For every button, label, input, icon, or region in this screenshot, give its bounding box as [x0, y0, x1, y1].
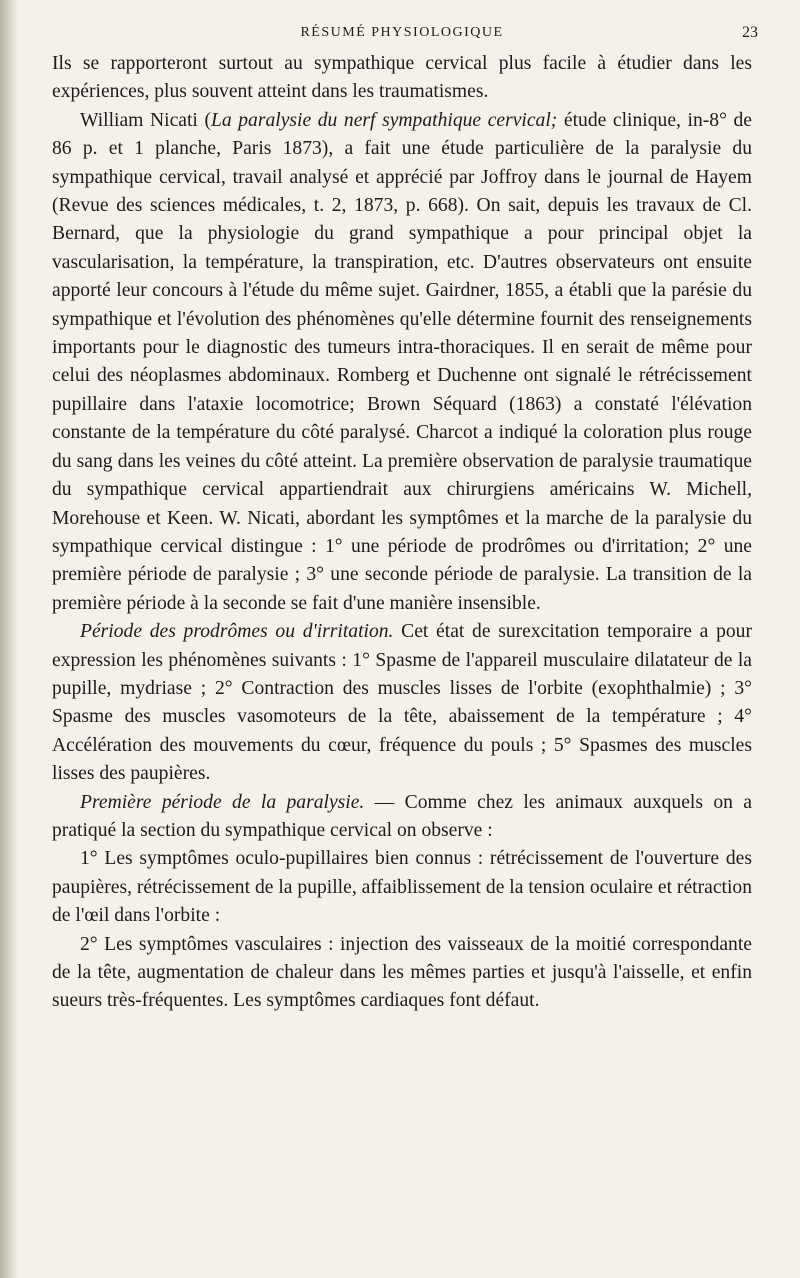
paragraph-lead: William Nicati ( — [80, 109, 211, 131]
book-title-italic: La paralysie du nerf sympathique cervical; — [210, 109, 558, 131]
paragraph — [52, 50, 752, 107]
paragraph-text: 1° Les symptômes oculo-pupillaires bien connus : rétrécissement de l'ouverture des paupières, rétrécissement de la pupille, affaiblissement de la tension oculaire et rétraction de l'œil dans l'orbite : — [52, 848, 752, 927]
paragraph-text: Cet état de surexcitation temporaire a pour expression les phénomènes suivants : 1° Spasme de l'appareil musculaire dilatateur de la pupille, mydriase ; 2° Contraction des muscles lisses de l'orbite (exophthalmie) ; 3° Spasme des muscles vasomoteurs de la tête, abaissement de la température ; 4° Accélération des mouvements du cœur, fréquence du pouls ; 5° Spasmes des muscles lisses des paupières. — [52, 621, 752, 785]
section-heading-italic: Période des prodrômes ou d'irritation. — [80, 621, 394, 643]
book-page — [52, 18, 758, 1016]
page-number: 23 — [742, 24, 758, 41]
section-heading-italic: Première période de la paralysie. — [80, 791, 365, 813]
book-binding-edge — [0, 0, 18, 1278]
paragraph — [52, 931, 752, 1016]
paragraph-text: étude clinique, in-8° de 86 p. et 1 planche, Paris 1873), a fait une étude particulière de la paralysie du sympathique cervical, travail analysé et apprécié par Joffroy dans le journal de Hayem (Revue des sciences médicales, t. 2, 1873, p. 668). On sait, depuis les travaux de Cl. Bernard, que la physiologie du grand sympathique a pour principal objet la vascularisation, la température, la transpiration, etc. D'autres observateurs ont ensuite apporté leur concours à l'étude du même sujet. Gairdner, 1855, a établi que la parésie du sympathique et l'évolution des phénomènes qu'elle détermine fournit des renseignements importants pour le diagnostic des tumeurs intra-thoraciques. Il en serait de même pour celui des néoplasmes abdominaux. Romberg et Duchenne ont signalé le rétrécissement pupillaire dans l'ataxie locomotrice; Brown Séquard (1863) a constaté l'élévation constante de la température du côté paralysé. Charcot a indiqué la coloration plus rouge du sang dans les veines du côté atteint. La première observation de paralysie traumatique du sympathique cervical appartiendrait aux chirurgiens américains W. Michell, Morehouse et Keen. W. Nicati, abordant les symptômes et la marche de la paralysie du sympathique cervical distingue : 1° une période de prodrômes ou d'irritation; 2° une première période de paralysie ; 3° une seconde période de paralysie. La transition de la première période à la seconde se fait d'une manière insensible. — [52, 109, 752, 614]
paragraph — [52, 789, 752, 846]
paragraph — [52, 618, 752, 788]
paragraph — [52, 107, 752, 618]
paragraph-text: Ils se rapporteront surtout au sympathique cervical plus facile à étudier dans les expériences, plus souvent atteint dans les traumatismes. — [52, 53, 752, 103]
paragraph-text: — Comme chez les animaux auxquels on a pratiqué la section du sympathique cervical on observe : — [52, 791, 753, 841]
page-header — [52, 18, 758, 48]
running-title: RÉSUMÉ PHYSIOLOGIQUE — [300, 25, 504, 40]
paragraph — [52, 845, 752, 930]
body-text — [52, 50, 752, 1016]
paragraph-text: 2° Les symptômes vasculaires : injection des vaisseaux de la moitié correspondante de la tête, augmentation de chaleur dans les mêmes parties et jusqu'à l'aisselle, et enfin sueurs très-fréquentes. Les symptômes cardiaques font défaut. — [52, 933, 752, 1012]
